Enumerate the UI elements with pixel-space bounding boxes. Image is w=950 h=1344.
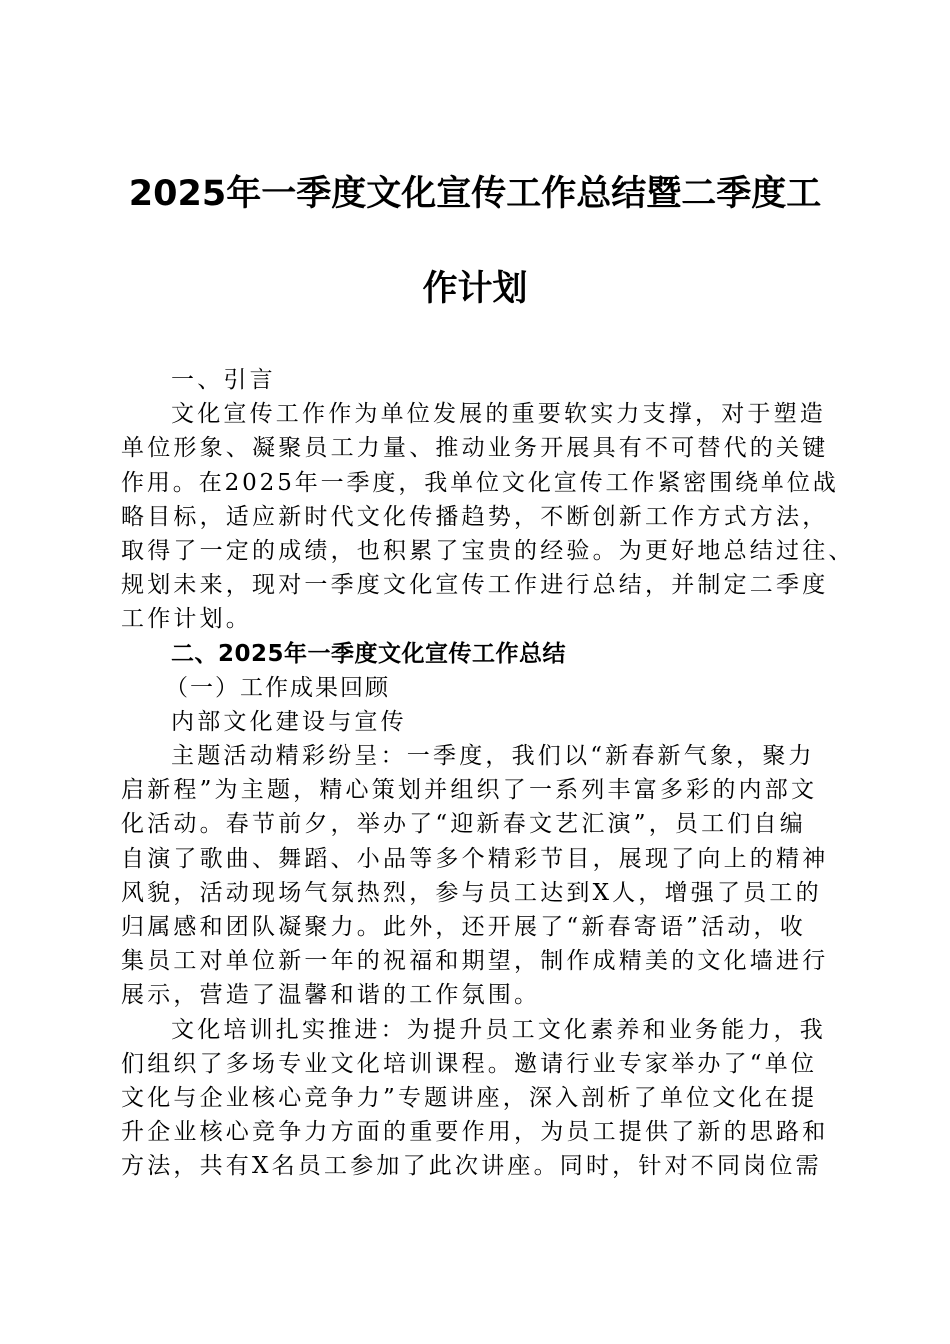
document-title-line-2: 作计划 xyxy=(422,269,528,309)
paragraph-line: 方法，共有X名员工参加了此次讲座。同时，针对不同岗位需 xyxy=(121,1153,822,1180)
paragraph-line: 集员工对单位新一年的祝福和期望，制作成精美的文化墙进行 xyxy=(121,948,829,975)
paragraph-line: 风貌，活动现场气氛热烈，参与员工达到X人，增强了员工的 xyxy=(121,879,822,906)
paragraph-line: 文化宣传工作作为单位发展的重要软实力支撑，对于塑造 xyxy=(171,401,826,428)
paragraph-line: 文化与企业核心竞争力”专题讲座，深入剖析了单位文化在提 xyxy=(121,1084,818,1111)
document-title-line-1: 2025年一季度文化宣传工作总结暨二季度工 xyxy=(128,174,822,214)
subsection-heading-results: （一）工作成果回顾 xyxy=(165,674,390,701)
paragraph-line: 文化培训扎实推进：为提升员工文化素养和业务能力，我 xyxy=(171,1016,826,1043)
document-body xyxy=(121,363,855,1184)
paragraph-line: 主题活动精彩纷呈：一季度，我们以“新春新气象，聚力 xyxy=(171,743,815,770)
paragraph-line: 规划未来，现对一季度文化宣传工作进行总结，并制定二季度 xyxy=(121,572,829,599)
paragraph-line: 归属感和团队凝聚力。此外，还开展了“新春寄语”活动，收 xyxy=(121,914,806,940)
paragraph-line: 自演了歌曲、舞蹈、小品等多个精彩节目，展现了向上的精神 xyxy=(121,845,829,872)
paragraph-line: 启新程”为主题，精心策划并组织了一系列丰富多彩的内部文 xyxy=(121,777,818,804)
paragraph-line: 略目标，适应新时代文化传播趋势，不断创新工作方式方法， xyxy=(121,503,829,530)
paragraph-line: 升企业核心竞争力方面的重要作用，为员工提供了新的思路和 xyxy=(121,1119,829,1146)
paragraph-line: 取得了一定的成绩，也积累了宝贵的经验。为更好地总结过往、 xyxy=(121,537,855,564)
section-heading-introduction: 一、引言 xyxy=(171,367,276,393)
paragraph-line: 作用。在2025年一季度，我单位文化宣传工作紧密围绕单位战 xyxy=(121,469,839,496)
topic-heading-internal-culture: 内部文化建设与宣传 xyxy=(171,708,407,735)
section-heading-q1-summary: 二、2025年一季度文化宣传工作总结 xyxy=(171,640,567,667)
paragraph-line: 单位形象、凝聚员工力量、推动业务开展具有不可替代的关键 xyxy=(121,435,829,462)
paragraph-line: 化活动。春节前夕，举办了“迎新春文艺汇演”，员工们自编 xyxy=(121,811,806,838)
paragraph-line: 展示，营造了温馨和谐的工作氛围。 xyxy=(121,982,541,1009)
paragraph-line: 工作计划。 xyxy=(121,606,252,633)
paragraph-line: 们组织了多场专业文化培训课程。邀请行业专家举办了“单位 xyxy=(121,1050,818,1077)
